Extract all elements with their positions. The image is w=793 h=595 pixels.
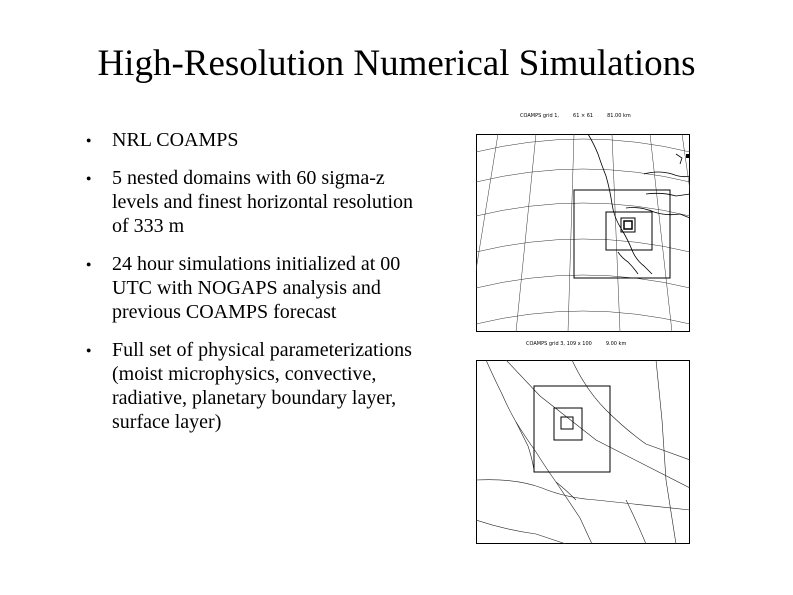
bullet-item: [86, 128, 416, 152]
top-map-caption: [520, 113, 645, 119]
bottom-map-caption-grid: COAMPS grid 3, 109 x 100: [526, 341, 592, 347]
slide-title: High-Resolution Numerical Simulations: [97, 43, 696, 84]
top-map-caption-grid: COAMPS grid 1,: [520, 113, 560, 119]
bullet-icon: ●: [86, 345, 92, 355]
top-map-caption-resolution: 81.00 km: [607, 113, 631, 119]
bottom-map-caption-resolution: 9.00 km: [605, 341, 627, 347]
bullet-text: 24 hour simulations initialized at 00 UTC with NOGAPS analysis and previous COAMPS forecast: [112, 253, 401, 323]
bullet-icon: ●: [86, 173, 92, 183]
bullet-item: [86, 338, 416, 434]
bullet-item: [86, 252, 416, 324]
bullet-text: Full set of physical parameterizations (moist microphysics, convective, radiative, planetary boundary layer, surface layer): [112, 339, 412, 433]
bottom-map-caption: [526, 341, 640, 347]
inner-domain-map: [476, 360, 690, 544]
bullet-item: [86, 166, 416, 238]
bullet-list: [86, 128, 416, 448]
top-map-caption-size: 61 × 61: [573, 113, 594, 119]
outer-domain-map: [476, 134, 690, 332]
bullet-icon: ●: [86, 135, 92, 145]
bullet-text: NRL COAMPS: [112, 129, 239, 151]
bullet-text: 5 nested domains with 60 sigma-z levels and finest horizontal resolution of 333 m: [112, 167, 414, 237]
bullet-icon: ●: [86, 259, 92, 269]
